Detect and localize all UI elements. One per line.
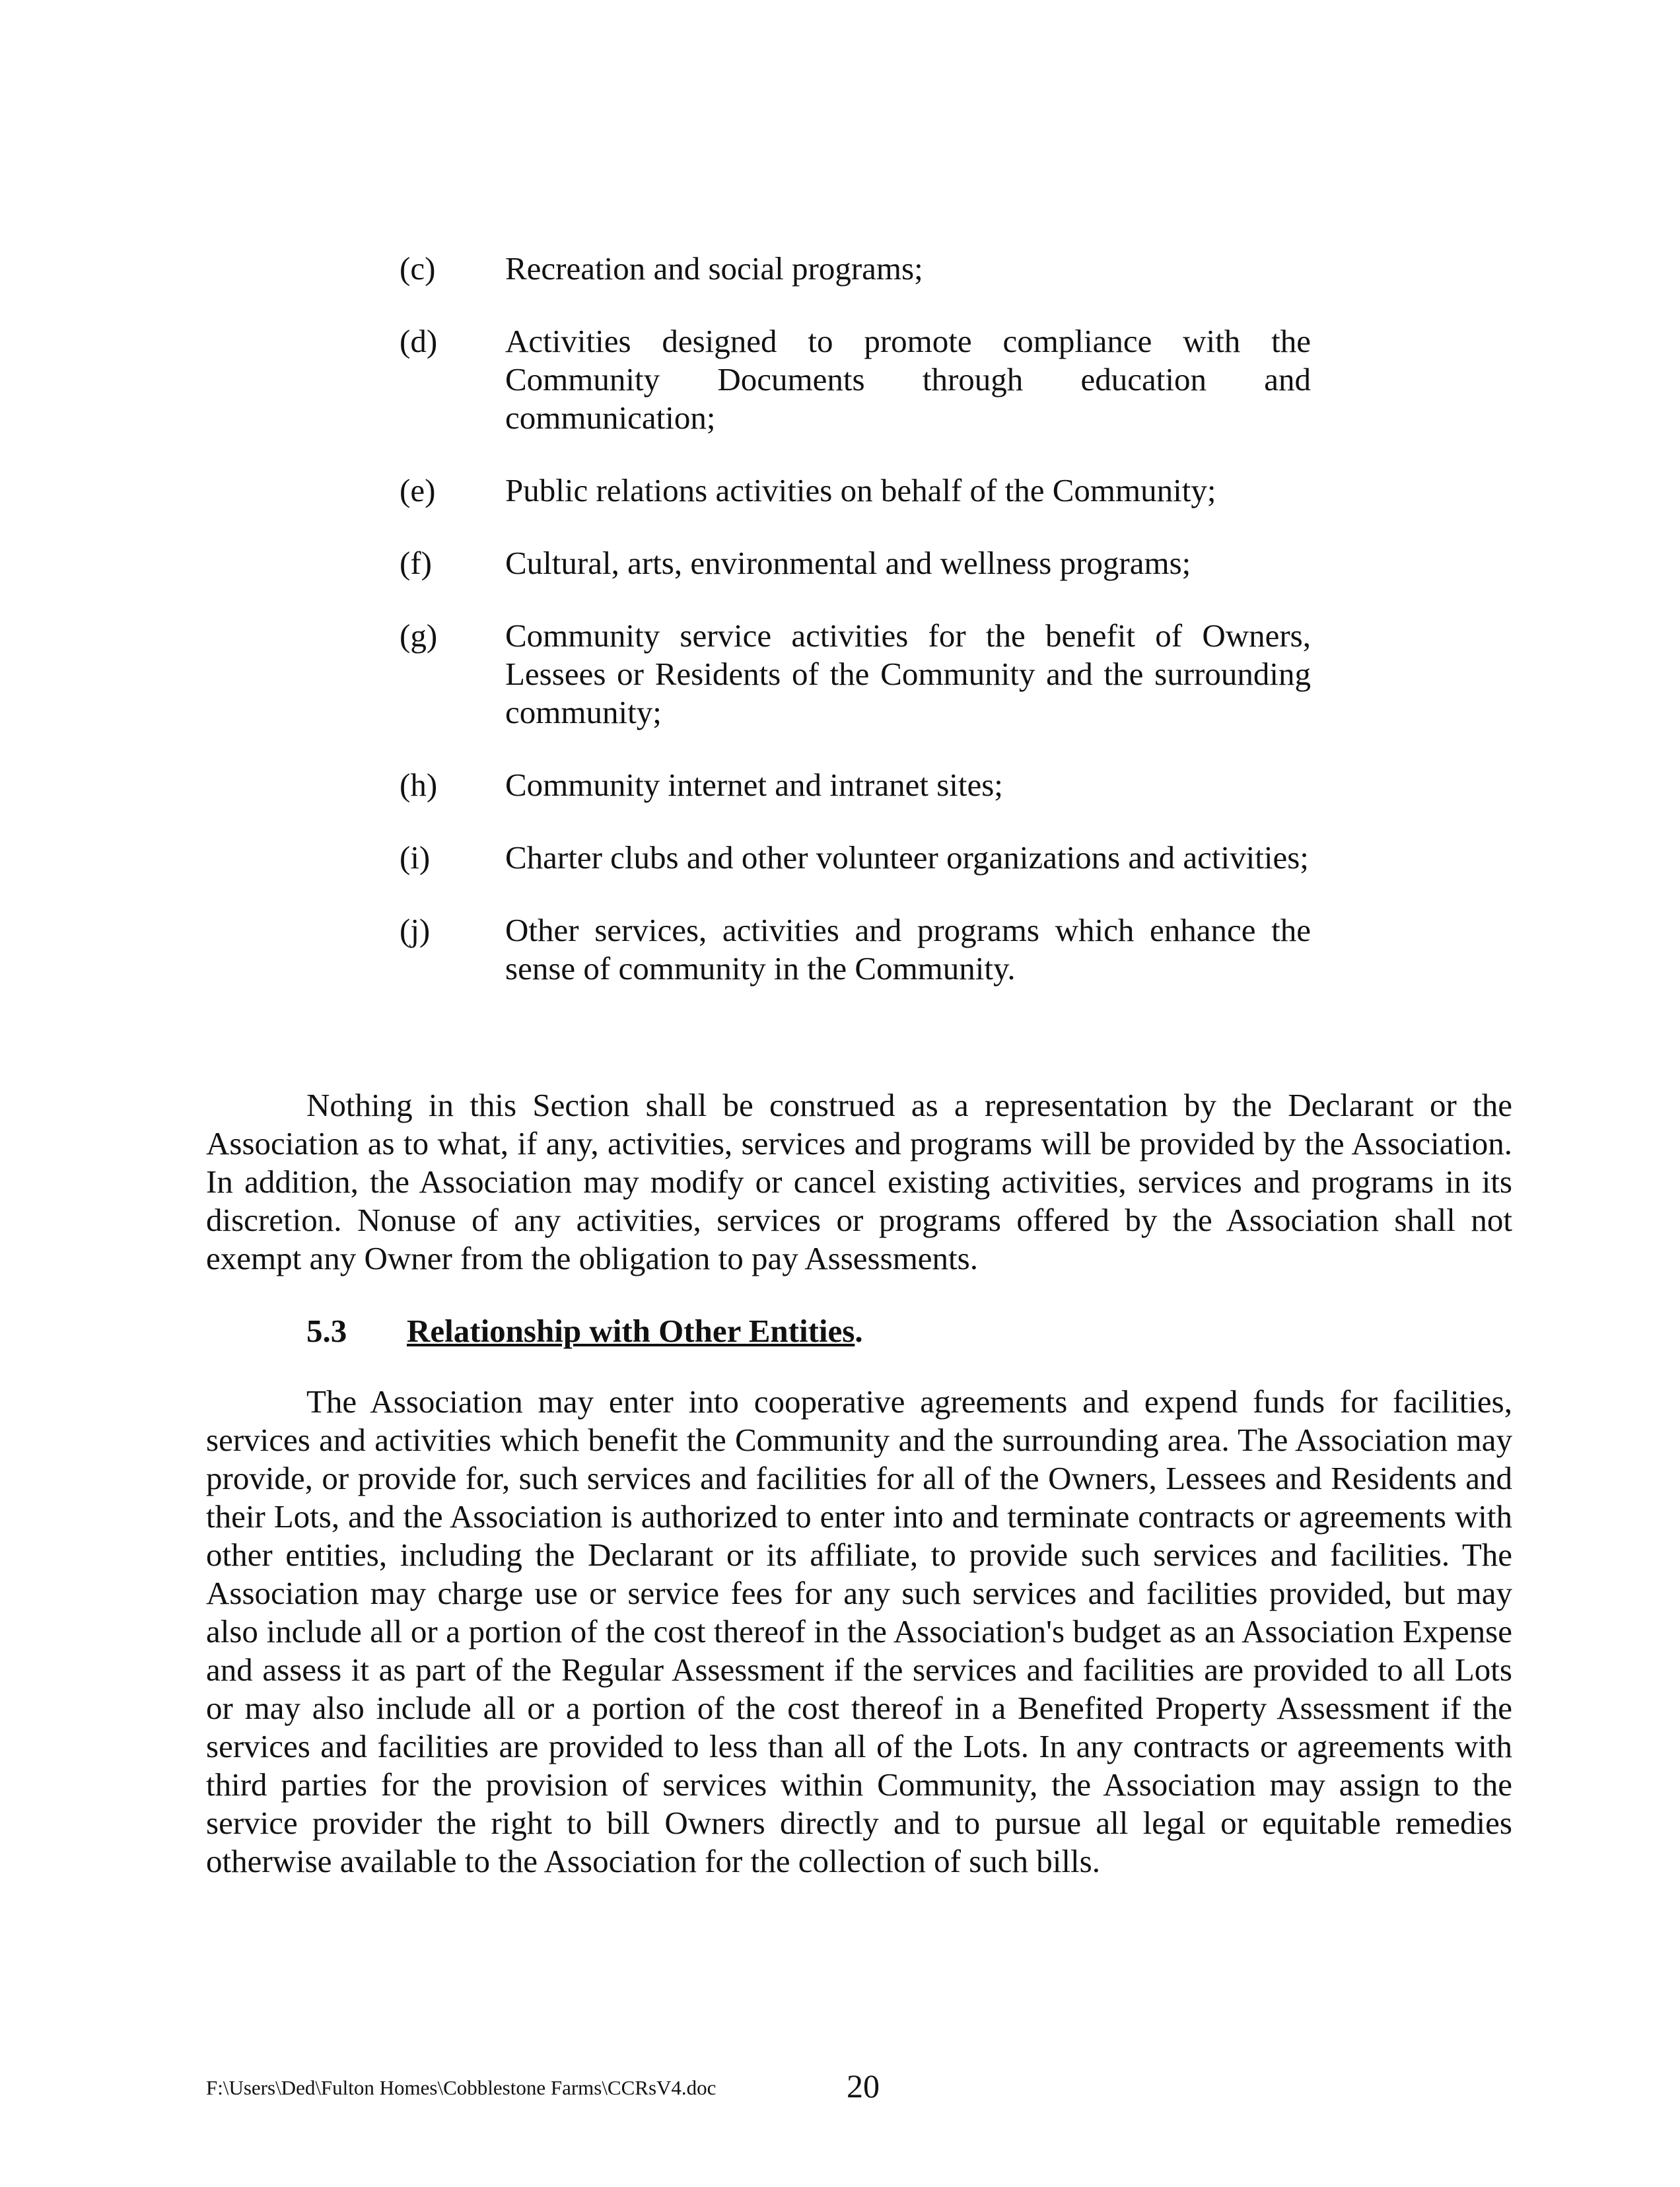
section-number: 5.3 — [306, 1313, 347, 1349]
disclaimer-paragraph: Nothing in this Section shall be construed as a representation by the Declarant or the Association as to what, if any, activities, services and programs will be provided by the Association. In addition, the Association may modify or cancel existing activities, services and programs in its discretion. Nonuse of any activities, services or programs offered by the Association shall not exempt any Owner from the obligation to pay Assessments. — [206, 1087, 1512, 1276]
list-item — [400, 544, 1324, 582]
list-item-marker: (g) — [400, 617, 438, 654]
list-item — [400, 839, 1324, 877]
list-item — [400, 250, 1324, 288]
list-item — [400, 766, 1324, 804]
list-item-marker: (f) — [400, 545, 432, 581]
list-item-text: Recreation and social programs; — [505, 250, 923, 287]
list-item-text: Charter clubs and other volunteer organizations and activities; — [505, 839, 1309, 876]
list-item-marker: (d) — [400, 323, 438, 359]
list-item — [400, 322, 1324, 437]
list-item-marker: (c) — [400, 250, 436, 287]
section-title: Relationship with Other Entities — [407, 1313, 855, 1349]
list-item-text: Community internet and intranet sites; — [505, 767, 1003, 803]
list-item — [400, 471, 1324, 510]
list-item-marker: (h) — [400, 767, 438, 803]
list-item — [400, 911, 1324, 988]
relationship-paragraph: The Association may enter into cooperative agreements and expend funds for facilities, services and activities which benefit the Community and the surrounding area. The Association may provide, or provide for, such services and facilities for all of the Owners, Lessees and Residents and their Lots, and the Association is authorized to enter into and terminate contracts or agreements with other entities, including the Declarant or its affiliate, to provide such services and facilities. The Association may charge use or service fees for any such services and facilities provided, but may also include all or a portion of the cost thereof in the Association's budget as an Association Expense and assess it as part of the Regular Assessment if the services and facilities are provided to all Lots or may also include all or a portion of the cost thereof in a Benefited Property Assessment if the services and facilities are provided to less than all of the Lots. In any contracts or agreements with third parties for the provision of services within Community, the Association may assign to the service provider the right to bill Owners directly and to pursue all legal or equitable remedies otherwise available to the Association for the collection of such bills. — [206, 1383, 1512, 1879]
list-item-text: Other services, activities and programs which enhance the sense of community in the Community. — [505, 912, 1311, 987]
section-title-period: . — [855, 1313, 863, 1349]
section-heading — [306, 1312, 863, 1350]
list-item-marker: (e) — [400, 472, 436, 508]
list-item-marker: (j) — [400, 912, 431, 948]
list-item-text: Cultural, arts, environmental and wellness programs; — [505, 545, 1191, 581]
list-item-marker: (i) — [400, 839, 431, 876]
list-item-text: Activities designed to promote compliance with the Community Documents through education and communication; — [505, 323, 1311, 436]
list-item — [400, 617, 1324, 732]
footer-file-path: F:\Users\Ded\Fulton Homes\Cobblestone Farms\CCRsV4.doc — [206, 2076, 717, 2099]
page-number: 20 — [847, 2067, 880, 2104]
services-list — [400, 250, 1324, 1022]
list-item-text: Community service activities for the benefit of Owners, Lessees or Residents of the Community and the surrounding community; — [505, 617, 1311, 730]
list-item-text: Public relations activities on behalf of the Community; — [505, 472, 1216, 508]
